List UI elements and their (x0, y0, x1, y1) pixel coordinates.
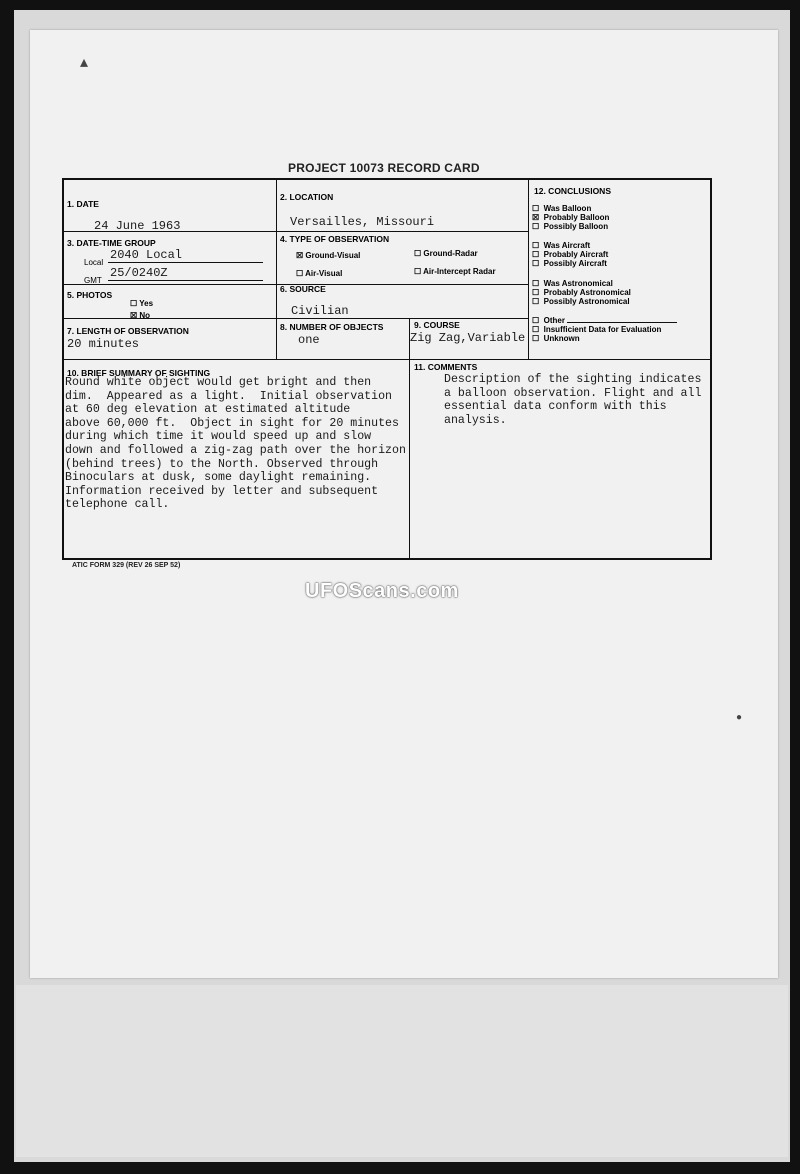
lower-blank-area (16, 985, 788, 1157)
option-label: Ground-Radar (423, 249, 478, 258)
ground-radar-checkbox (414, 249, 478, 258)
type-obs-label: 4. TYPE OF OBSERVATION (280, 234, 390, 244)
local-label: Local (84, 258, 104, 267)
conclusions-group-astronomical (532, 279, 631, 306)
watermark: UFOScans.com (305, 580, 459, 602)
col-divider (276, 180, 277, 359)
dtg-label: 3. DATE-TIME GROUP (67, 238, 156, 248)
length-value: 20 minutes (67, 337, 140, 351)
conclusion-was-astronomical: ☐ Was Astronomical (532, 279, 613, 288)
source-label: 6. SOURCE (280, 284, 326, 294)
record-card (62, 178, 712, 560)
option-label: Yes (139, 299, 154, 308)
conclusion-probably-aircraft: ☐ Probably Aircraft (532, 250, 609, 259)
conclusions-label: 12. CONCLUSIONS (534, 186, 611, 196)
option-label: Ground-Visual (305, 251, 361, 260)
conclusion-was-aircraft: ☐ Was Aircraft (532, 241, 591, 250)
length-label: 7. LENGTH OF OBSERVATION (67, 326, 189, 336)
summary-label: 10. BRIEF SUMMARY OF SIGHTING (67, 368, 211, 378)
option-label: Air-Intercept Radar (423, 267, 496, 276)
card-title: PROJECT 10073 RECORD CARD (288, 161, 480, 175)
source-value: Civilian (291, 304, 349, 318)
conclusion-insufficient-data: ☐ Insufficient Data for Evaluation (532, 325, 662, 334)
conclusion-probably-balloon: ☒ Probably Balloon (532, 213, 610, 222)
ink-mark: ▴ (80, 54, 89, 71)
conclusions-group-other (532, 316, 677, 343)
local-time-value: 2040 Local (110, 248, 183, 262)
conclusions-group-balloon (532, 204, 609, 231)
conclusion-other: ☐ Other (532, 316, 677, 325)
gmt-label: GMT (84, 276, 102, 285)
conclusions-group-aircraft (532, 241, 608, 268)
comments-label: 11. COMMENTS (414, 362, 478, 372)
checkbox-mark: ☒ (130, 311, 138, 320)
num-objects-label: 8. NUMBER OF OBJECTS (280, 322, 384, 332)
course-value: Zig Zag,Variable (410, 331, 526, 345)
conclusion-possibly-balloon: ☐ Possibly Balloon (532, 222, 609, 231)
checkbox-mark: ☐ (130, 299, 138, 308)
photos-label: 5. PHOTOS (67, 290, 113, 300)
conclusion-possibly-astronomical: ☐ Possibly Astronomical (532, 297, 630, 306)
col-divider (409, 318, 410, 558)
conclusion-unknown: ☐ Unknown (532, 334, 580, 343)
row-divider (408, 318, 528, 319)
underline (108, 262, 263, 263)
ground-visual-checkbox (296, 251, 360, 260)
num-objects-value: one (298, 333, 320, 347)
checkbox-mark: ☐ (414, 249, 422, 258)
air-intercept-radar-checkbox (414, 267, 496, 276)
date-label: 1. DATE (67, 199, 99, 209)
checkbox-mark: ☒ (296, 251, 304, 260)
photos-yes-checkbox (130, 299, 153, 308)
row-divider (64, 359, 710, 360)
photos-no-checkbox (130, 311, 150, 320)
date-value: 24 June 1963 (94, 219, 181, 233)
location-value: Versailles, Missouri (290, 215, 435, 229)
conclusion-possibly-aircraft: ☐ Possibly Aircraft (532, 259, 607, 268)
ink-dot: ● (736, 712, 743, 723)
option-label: Air-Visual (305, 269, 343, 278)
form-number: ATIC FORM 329 (REV 26 SEP 52) (72, 562, 181, 569)
course-label: 9. COURSE (414, 320, 460, 330)
gmt-time-value: 25/0240Z (110, 266, 168, 280)
comments-text: Description of the sighting indicates a balloon observation. Flight and all essential data conform with this analysis. (444, 373, 702, 427)
location-label: 2. LOCATION (280, 192, 334, 202)
option-label: No (139, 311, 151, 320)
checkbox-mark: ☐ (414, 267, 422, 276)
checkbox-mark: ☐ (296, 269, 304, 278)
col-divider (528, 180, 529, 359)
conclusion-was-balloon: ☐ Was Balloon (532, 204, 592, 213)
conclusion-probably-astronomical: ☐ Probably Astronomical (532, 288, 631, 297)
summary-text: Round white object would get bright and then dim. Appeared as a light. Initial observation at 60 deg elevation at estimated altitude above 60,000 ft. Object in sight for 20 minutes during which time it would speed up and slow down and followed a zig-zag path over the horizon (behind trees) to the North. Observed through Binoculars at dusk, some daylight remaining. Information received by letter and subsequent telephone call. (65, 376, 406, 512)
air-visual-checkbox (296, 269, 342, 278)
underline (108, 280, 263, 281)
